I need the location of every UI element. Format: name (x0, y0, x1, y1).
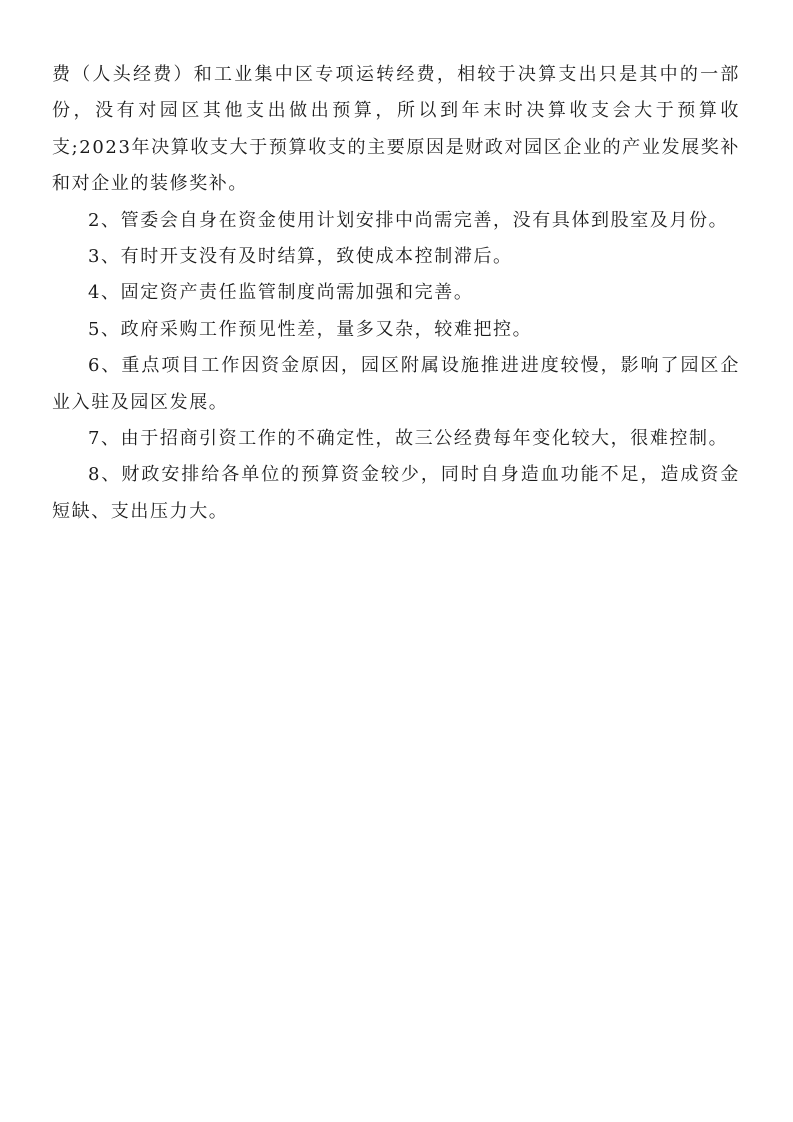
paragraph-item-7: 7、由于招商引资工作的不确定性，故三公经费每年变化较大，很难控制。 (88, 428, 729, 450)
paragraph-item-8: 8、财政安排给各单位的预算资金较少，同时自身造血功能不足，造成资金短缺、支出压力大。 (52, 464, 740, 522)
document-body (52, 57, 740, 530)
paragraph-continuation: 费（人头经费）和工业集中区专项运转经费，相较于决算支出只是其中的一部份，没有对园区其他支出做出预算，所以到年末时决算收支会大于预算收支;2023年决算收支大于预算收支的主要原因是财政对园区企业的产业发展奖补和对企业的装修奖补。 (52, 64, 740, 195)
paragraph-item-3: 3、有时开支没有及时结算，致使成本控制滞后。 (88, 246, 513, 268)
paragraph-item-6: 6、重点项目工作因资金原因，园区附属设施推进进度较慢，影响了园区企业入驻及园区发展。 (52, 355, 740, 413)
paragraph-item-2: 2、管委会自身在资金使用计划安排中尚需完善，没有具体到股室及月份。 (88, 209, 729, 231)
paragraph-item-5: 5、政府采购工作预见性差，量多又杂，较难把控。 (88, 318, 533, 340)
paragraph-item-4: 4、固定资产责任监管制度尚需加强和完善。 (88, 282, 474, 304)
